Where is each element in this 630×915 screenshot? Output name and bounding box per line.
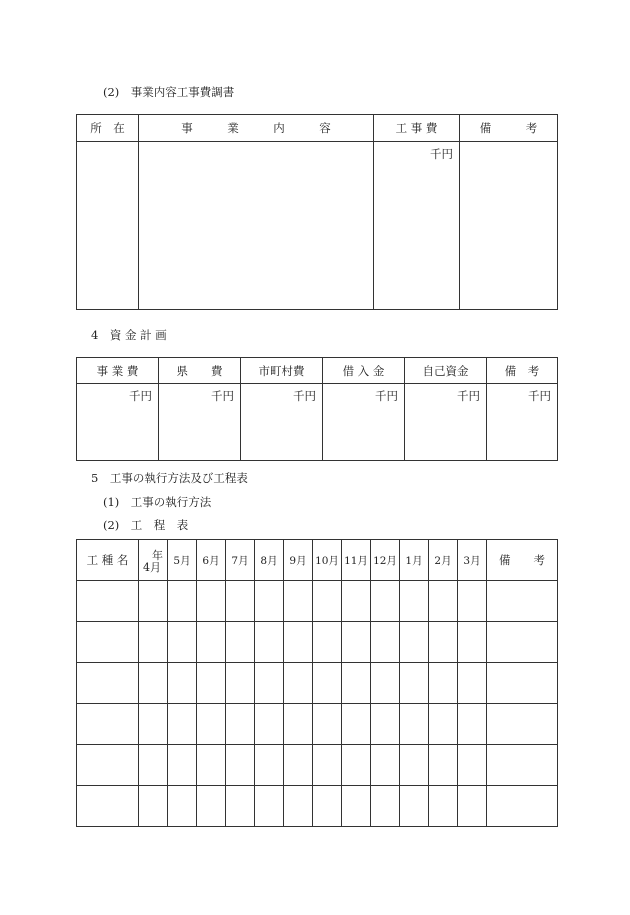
schedule-cell-month[interactable] bbox=[313, 786, 342, 827]
schedule-table bbox=[76, 539, 558, 827]
schedule-cell-month[interactable] bbox=[139, 786, 168, 827]
schedule-body bbox=[77, 581, 558, 827]
schedule-cell-month[interactable] bbox=[139, 663, 168, 704]
section5-sub2: (2) 工 程 表 bbox=[103, 518, 189, 532]
schedule-cell-month[interactable] bbox=[371, 704, 400, 745]
schedule-cell-month[interactable] bbox=[226, 745, 255, 786]
schedule-row bbox=[77, 704, 558, 745]
schedule-row bbox=[77, 745, 558, 786]
schedule-cell-month[interactable] bbox=[313, 663, 342, 704]
funding-header-prefecture: 県 費 bbox=[159, 358, 241, 384]
schedule-cell-month[interactable] bbox=[458, 581, 487, 622]
schedule-cell-month[interactable] bbox=[342, 581, 371, 622]
schedule-header-remarks: 備 考 bbox=[487, 540, 558, 581]
funding-cell-remarks[interactable] bbox=[487, 384, 558, 461]
schedule-cell-month[interactable] bbox=[255, 622, 284, 663]
schedule-header-month-10: 10月 bbox=[313, 540, 342, 581]
schedule-header-month-9: 9月 bbox=[284, 540, 313, 581]
schedule-cell-month[interactable] bbox=[197, 663, 226, 704]
schedule-header-month-3: 3月 bbox=[458, 540, 487, 581]
cost-cell-content[interactable] bbox=[139, 142, 374, 310]
cost-header-content: 事 業 内 容 bbox=[139, 115, 374, 142]
schedule-cell-month[interactable] bbox=[458, 786, 487, 827]
schedule-cell-month[interactable] bbox=[458, 745, 487, 786]
section4-heading: 4 資 金 計 画 bbox=[91, 328, 167, 342]
schedule-cell-month[interactable] bbox=[284, 704, 313, 745]
schedule-cell-month[interactable] bbox=[168, 745, 197, 786]
schedule-cell-month[interactable] bbox=[168, 663, 197, 704]
funding-cell-municipality[interactable] bbox=[241, 384, 323, 461]
schedule-cell-month[interactable] bbox=[255, 704, 284, 745]
schedule-cell-month[interactable] bbox=[400, 581, 429, 622]
schedule-cell-month[interactable] bbox=[342, 663, 371, 704]
schedule-cell-month[interactable] bbox=[313, 745, 342, 786]
schedule-cell-month[interactable] bbox=[400, 704, 429, 745]
schedule-row bbox=[77, 663, 558, 704]
schedule-cell-work-type[interactable] bbox=[77, 745, 139, 786]
cost-header-location: 所 在 bbox=[77, 115, 139, 142]
unit-label: 千円 bbox=[129, 389, 152, 403]
schedule-cell-month[interactable] bbox=[313, 581, 342, 622]
schedule-cell-month[interactable] bbox=[458, 663, 487, 704]
schedule-cell-month[interactable] bbox=[400, 622, 429, 663]
funding-header-municipality: 市町村費 bbox=[241, 358, 323, 384]
schedule-row bbox=[77, 622, 558, 663]
schedule-cell-month[interactable] bbox=[371, 745, 400, 786]
schedule-cell-remarks[interactable] bbox=[487, 786, 558, 827]
schedule-cell-month[interactable] bbox=[429, 745, 458, 786]
schedule-cell-remarks[interactable] bbox=[487, 622, 558, 663]
funding-header-remarks: 備 考 bbox=[487, 358, 558, 384]
section5-heading: 5 工事の執行方法及び工程表 bbox=[91, 471, 248, 485]
schedule-cell-month[interactable] bbox=[197, 704, 226, 745]
cost-cell-cost[interactable] bbox=[374, 142, 460, 310]
schedule-cell-month[interactable] bbox=[342, 704, 371, 745]
unit-label: 千円 bbox=[528, 389, 551, 403]
schedule-cell-month[interactable] bbox=[458, 704, 487, 745]
schedule-cell-month[interactable] bbox=[255, 663, 284, 704]
cost-header-cost: 工 事 費 bbox=[374, 115, 460, 142]
month-label: 4月 bbox=[143, 561, 161, 574]
schedule-header-month-8: 8月 bbox=[255, 540, 284, 581]
funding-header-loan: 借 入 金 bbox=[323, 358, 405, 384]
cost-table bbox=[76, 114, 558, 310]
cost-header-remarks: 備 考 bbox=[460, 115, 558, 142]
schedule-cell-month[interactable] bbox=[197, 581, 226, 622]
schedule-header-month-7: 7月 bbox=[226, 540, 255, 581]
schedule-cell-month[interactable] bbox=[429, 663, 458, 704]
unit-label: 千円 bbox=[293, 389, 316, 403]
schedule-header-work-type: 工 種 名 bbox=[77, 540, 139, 581]
schedule-cell-month[interactable] bbox=[371, 581, 400, 622]
schedule-cell-month[interactable] bbox=[284, 663, 313, 704]
unit-label: 千円 bbox=[457, 389, 480, 403]
schedule-cell-month[interactable] bbox=[226, 622, 255, 663]
schedule-cell-work-type[interactable] bbox=[77, 704, 139, 745]
schedule-cell-month[interactable] bbox=[342, 786, 371, 827]
funding-header-project-cost: 事 業 費 bbox=[77, 358, 159, 384]
schedule-cell-month[interactable] bbox=[429, 704, 458, 745]
schedule-cell-remarks[interactable] bbox=[487, 663, 558, 704]
schedule-cell-month[interactable] bbox=[168, 704, 197, 745]
schedule-cell-month[interactable] bbox=[139, 745, 168, 786]
schedule-cell-month[interactable] bbox=[284, 745, 313, 786]
schedule-cell-month[interactable] bbox=[197, 745, 226, 786]
section2-heading: (2) 事業内容工事費調書 bbox=[103, 85, 235, 99]
schedule-cell-month[interactable] bbox=[139, 581, 168, 622]
schedule-cell-month[interactable] bbox=[255, 581, 284, 622]
schedule-cell-month[interactable] bbox=[458, 622, 487, 663]
schedule-cell-month[interactable] bbox=[313, 704, 342, 745]
schedule-header-month-2: 2月 bbox=[429, 540, 458, 581]
schedule-cell-month[interactable] bbox=[226, 663, 255, 704]
funding-cell-loan[interactable] bbox=[323, 384, 405, 461]
schedule-cell-month[interactable] bbox=[400, 745, 429, 786]
schedule-cell-month[interactable] bbox=[400, 786, 429, 827]
schedule-cell-month[interactable] bbox=[168, 786, 197, 827]
funding-cell-prefecture[interactable] bbox=[159, 384, 241, 461]
schedule-cell-month[interactable] bbox=[429, 622, 458, 663]
schedule-cell-month[interactable] bbox=[429, 786, 458, 827]
funding-table bbox=[76, 357, 558, 461]
schedule-cell-month[interactable] bbox=[168, 622, 197, 663]
schedule-cell-month[interactable] bbox=[197, 622, 226, 663]
schedule-cell-month[interactable] bbox=[284, 581, 313, 622]
schedule-cell-month[interactable] bbox=[197, 786, 226, 827]
schedule-cell-month[interactable] bbox=[284, 622, 313, 663]
schedule-cell-month[interactable] bbox=[226, 704, 255, 745]
schedule-header-month-1: 1月 bbox=[400, 540, 429, 581]
schedule-cell-month[interactable] bbox=[168, 581, 197, 622]
schedule-cell-month[interactable] bbox=[342, 745, 371, 786]
funding-cell-own-funds[interactable] bbox=[405, 384, 487, 461]
cost-cell-location[interactable] bbox=[77, 142, 139, 310]
schedule-cell-work-type[interactable] bbox=[77, 786, 139, 827]
schedule-cell-remarks[interactable] bbox=[487, 745, 558, 786]
schedule-cell-work-type[interactable] bbox=[77, 663, 139, 704]
schedule-cell-month[interactable] bbox=[255, 745, 284, 786]
schedule-header-month-11: 11月 bbox=[342, 540, 371, 581]
schedule-cell-month[interactable] bbox=[371, 663, 400, 704]
unit-label: 千円 bbox=[375, 389, 398, 403]
section5-sub1: (1) 工事の執行方法 bbox=[103, 495, 212, 509]
schedule-cell-month[interactable] bbox=[226, 786, 255, 827]
schedule-cell-month[interactable] bbox=[226, 581, 255, 622]
funding-cell-project-cost[interactable] bbox=[77, 384, 159, 461]
schedule-cell-month[interactable] bbox=[255, 786, 284, 827]
schedule-header-month-6: 6月 bbox=[197, 540, 226, 581]
cost-cell-remarks[interactable] bbox=[460, 142, 558, 310]
unit-label: 千円 bbox=[430, 147, 453, 161]
year-label: 年 bbox=[152, 549, 163, 562]
unit-label: 千円 bbox=[211, 389, 234, 403]
schedule-row bbox=[77, 786, 558, 827]
schedule-cell-month[interactable] bbox=[139, 622, 168, 663]
schedule-cell-work-type[interactable] bbox=[77, 581, 139, 622]
schedule-header-month-4 bbox=[139, 540, 168, 581]
schedule-header-month-12: 12月 bbox=[371, 540, 400, 581]
schedule-cell-month[interactable] bbox=[429, 581, 458, 622]
schedule-cell-work-type[interactable] bbox=[77, 622, 139, 663]
schedule-cell-month[interactable] bbox=[284, 786, 313, 827]
schedule-cell-month[interactable] bbox=[371, 786, 400, 827]
schedule-cell-month[interactable] bbox=[313, 622, 342, 663]
schedule-header-month-5: 5月 bbox=[168, 540, 197, 581]
schedule-cell-month[interactable] bbox=[342, 622, 371, 663]
schedule-cell-month[interactable] bbox=[400, 663, 429, 704]
schedule-cell-month[interactable] bbox=[139, 704, 168, 745]
schedule-cell-remarks[interactable] bbox=[487, 581, 558, 622]
funding-header-own-funds: 自己資金 bbox=[405, 358, 487, 384]
schedule-cell-month[interactable] bbox=[371, 622, 400, 663]
schedule-row bbox=[77, 581, 558, 622]
schedule-cell-remarks[interactable] bbox=[487, 704, 558, 745]
